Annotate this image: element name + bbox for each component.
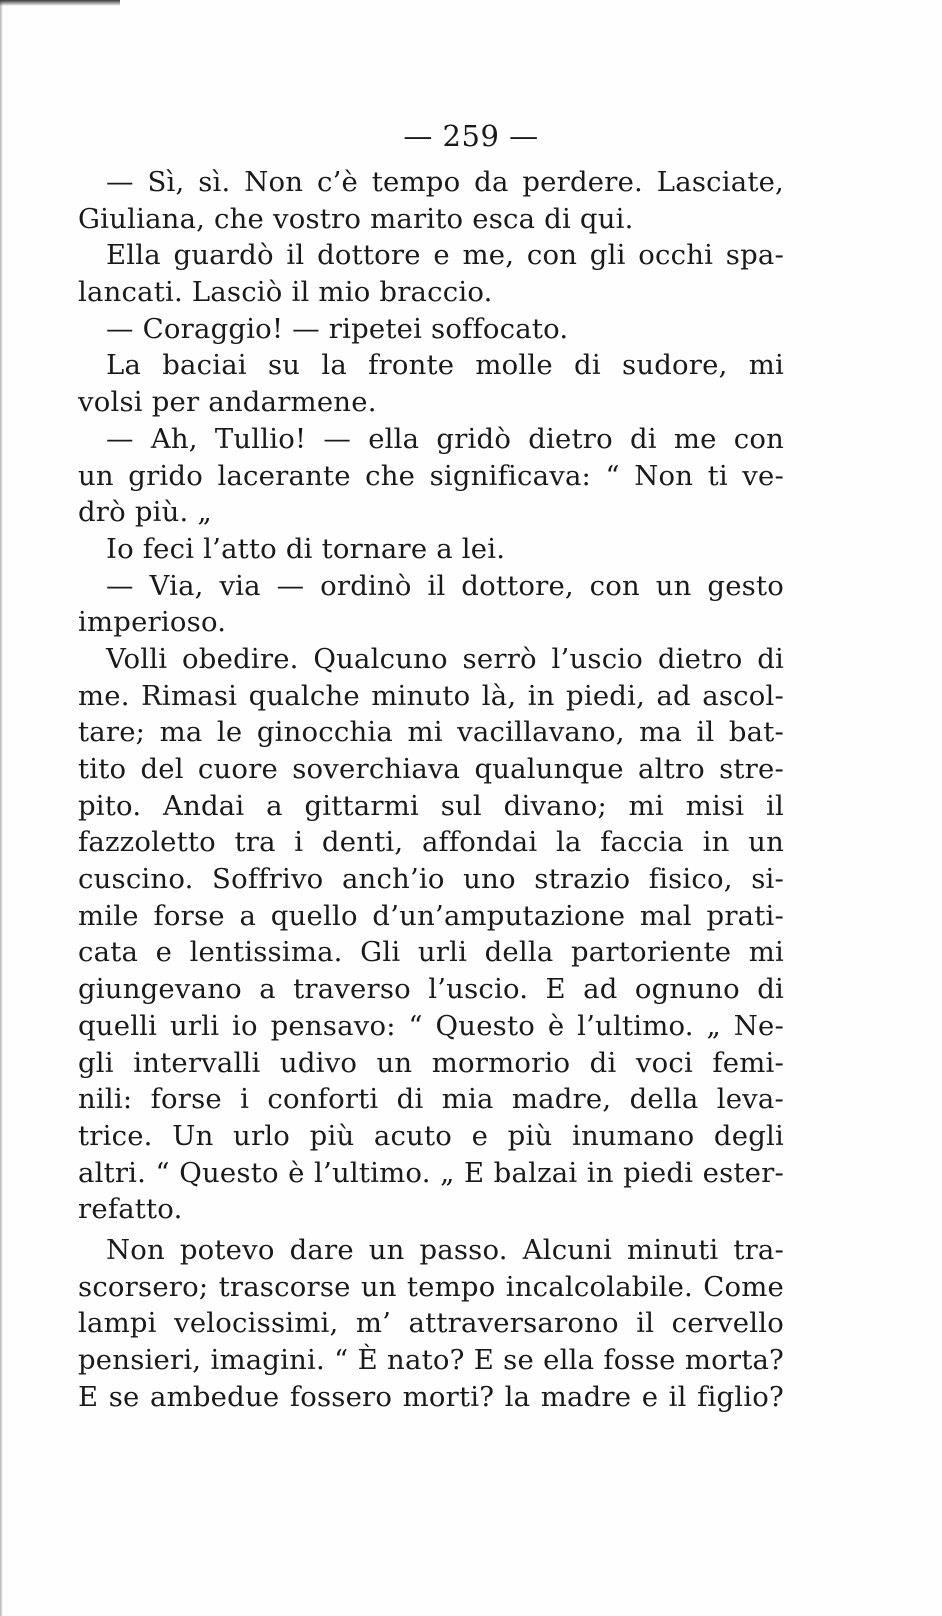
text-line: scorsero; trascorse un tempo incalcolabile. Come <box>78 1270 784 1303</box>
text-line: cata e lentissima. Gli urli della partoriente mi <box>78 936 784 969</box>
text-line: tito del cuore soverchiava qualunque altro stre- <box>78 753 784 785</box>
text-line: — Coraggio! — ripetei soffocato. <box>106 312 569 345</box>
text-line: imperioso. <box>78 606 227 639</box>
text-line: La baciai su la fronte molle di sudore, mi <box>106 349 784 382</box>
text-line: quelli urli io pensavo: “ Questo è l’ultimo. „ Ne- <box>78 1009 784 1042</box>
text-line: altri. “ Questo è l’ultimo. „ E balzai in piedi ester- <box>78 1156 784 1189</box>
text-line: un grido lacerante che significava: “ Non ti ve- <box>78 459 784 492</box>
body-text <box>78 164 784 1415</box>
text-line: — Via, via — ordinò il dottore, con un gesto <box>106 569 784 602</box>
text-line: pensieri, imagini. “ È nato? E se ella fosse morta? <box>78 1344 784 1376</box>
text-line: volsi per andarmene. <box>78 386 377 419</box>
text-line: drò più. „ <box>78 496 212 529</box>
text-line: Non potevo dare un passo. Alcuni minuti tra- <box>106 1233 784 1266</box>
text-line: refatto. <box>78 1193 183 1226</box>
page-edge-shadow-left <box>0 0 3 1616</box>
text-line: E se ambedue fossero morti? la madre e il figlio? <box>78 1380 784 1413</box>
page-edge-shadow-top <box>0 0 120 6</box>
text-line: mile forse a quello d’un’amputazione mal prati- <box>78 899 784 932</box>
page-number: — 259 — <box>403 119 539 153</box>
text-line: trice. Un urlo più acuto e più inumano degli <box>78 1119 784 1152</box>
text-line: giungevano a traverso l’uscio. E ad ognuno di <box>78 973 784 1006</box>
text-line: — Ah, Tullio! — ella gridò dietro di me con <box>106 422 784 455</box>
text-line: lancati. Lasciò il mio braccio. <box>78 276 493 309</box>
text-line: Ella guardò il dottore e me, con gli occhi spa- <box>106 239 784 272</box>
text-line: pito. Andai a gittarmi sul divano; mi misi il <box>78 789 784 822</box>
text-line: me. Rimasi qualche minuto là, in piedi, ad ascol- <box>78 679 784 712</box>
text-line: gli intervalli udivo un mormorio di voci femi- <box>78 1046 784 1079</box>
text-line: Volli obedire. Qualcuno serrò l’uscio dietro di <box>106 642 784 675</box>
text-line: nili: forse i conforti di mia madre, della leva- <box>78 1083 784 1116</box>
text-line: — Sì, sì. Non c’è tempo da perdere. Lasciate, <box>106 166 784 198</box>
text-line: tare; ma le ginocchia mi vacillavano, ma il bat- <box>78 716 784 749</box>
text-line: Giuliana, che vostro marito esca di qui. <box>78 202 634 235</box>
text-line: lampi velocissimi, m’ attraversarono il cervello <box>78 1307 784 1340</box>
text-line: Io feci l’atto di tornare a lei. <box>106 532 506 565</box>
text-line: fazzoletto tra i denti, affondai la faccia in un <box>78 826 784 859</box>
text-line: cuscino. Soffrivo anch’io uno strazio fisico, si- <box>78 863 784 896</box>
